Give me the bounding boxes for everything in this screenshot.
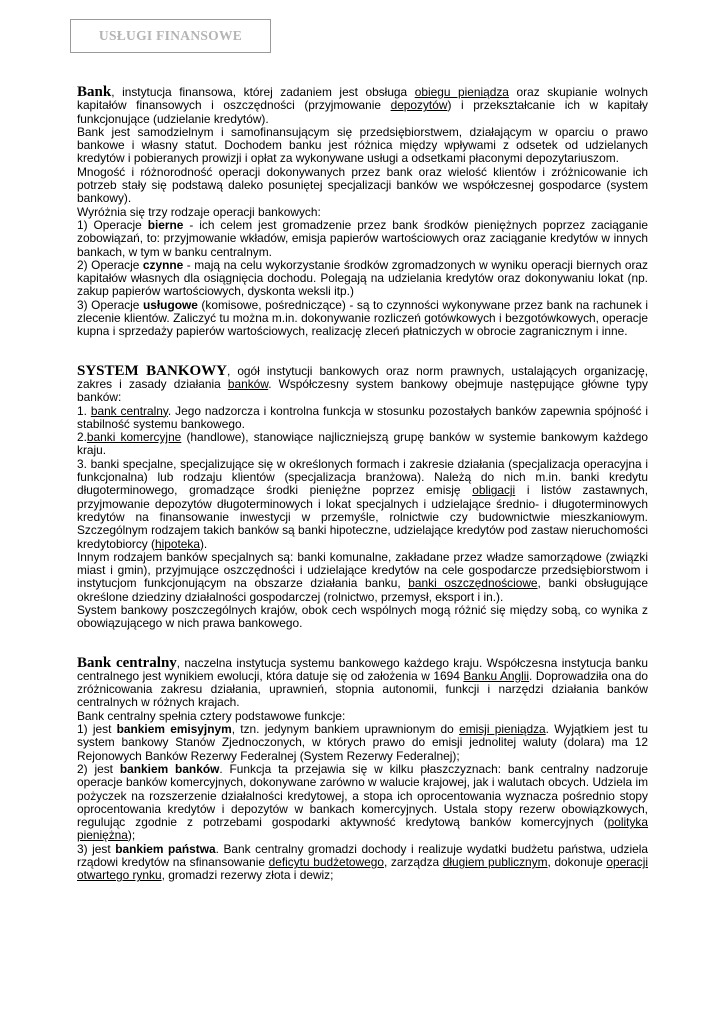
system-closing: System bankowy poszczególnych krajów, obok cech wspólnych mogą różnić się między sobą, co wynika z obowiązującego w nich prawa bankowego. — [77, 602, 648, 631]
link-hipoteka[interactable]: hipoteka — [154, 536, 200, 551]
central-definition: Bank centralny, naczelna instytucja systemu bankowego każdego kraju. Współczesna instytucja banku centralnego jest wynikiem ewolucji, która datuje się od założenia w 1694 Banku Anglii. Doprowadziła ona do zróżnicowania zakresu działania, uprawnień, stopnia autonomii, funkcji i narzędzi działania banków centralnych w różnych krajach. — [77, 654, 649, 710]
link-bank-anglii[interactable]: Banku Anglii — [463, 668, 530, 683]
link-obligacje[interactable]: obligacji — [472, 483, 516, 498]
central-functions-intro: Bank centralny spełnia cztery podstawowe funkcje: — [77, 708, 346, 723]
operation-passive: 1) Operacje bierne - ich celem jest gromadzenie przez bank środków pieniężnych poprzez zaciąganie zobowiązań, to: przyjmowanie wkładów, emisja papierów wartościowych oraz zaciąganie kredytów w innych bankach, w tym w banku centralnym. — [77, 217, 648, 259]
link-bank-centralny[interactable]: bank centralny — [90, 403, 168, 418]
operation-service: 3) Operacje usługowe (komisowe, pośredniczące) - są to czynności wykonywane przez bank na rachunek i zlecenie klientów. Zaliczyć tu można m.in. dokonywanie rozliczeń gotówkowych i bezgotówkowych, operacje kupna i sprzedaży papierów wartościowych, realizację zleceń płatniczych w obrocie zagranicznym i inne. — [77, 297, 648, 339]
system-other-banks: Innym rodzajem banków specjalnych są: banki komunalne, zakładane przez władze samorządowe (związki miast i gmin), przyjmujące oszczędności i udzielające kredytów na cele gospodarcze przedsiębiorstwom i instytucjom funkcjonującym na obszarze działania banku, banki oszczędnościowe, banki obsługujące określone dziedziny działalności gospodarczej (rolnictwo, przemysł, eksport i in.). — [77, 549, 648, 604]
link-deficyt-budzetowy[interactable]: deficytu budżetowego — [268, 855, 384, 870]
bank-paragraph-2: Bank jest samodzielnym i samofinansującym się przedsiębiorstwem, działającym w oparciu o prawo bankowe i własny statut. Dochodem banku jest różnica między wpływami z odsetek od udzielanych kredytów i pobieranych prowizji i opłat za wykonywane usługi a odsetkami płaconymi depozytariuszom. — [77, 124, 648, 166]
term-bank-centralny: Bank centralny — [77, 654, 177, 671]
link-banki-oszczednosciowe[interactable]: banki oszczędnościowe — [408, 576, 538, 591]
central-function-2: 2) jest bankiem banków. Funkcja ta przejawia się w kilku płaszczyznach: bank centralny nadzoruje operacje banków komercyjnych, dokonywane zarówno w walucie krajowej, jak i walutach obcych. Udziela im pożyczek na rozszerzenie działalności kredytowej, a stopa ich oprocentowania wyznacza pośrednio stopy oprocentowania kredytów i depozytów w bankach komercyjnych. Ustala stopy rezerw obowiązkowych, regulując zgodnie z potrzebami gospodarki aktywność kredytową banków komercyjnych (polityka pieniężna); — [77, 761, 648, 843]
term-bank: Bank — [77, 84, 112, 100]
bank-paragraph-3: Mnogość i różnorodność operacji dokonywanych przez bank oraz wielość klientów i zróżnicowanie ich potrzeb stały się podstawą daleko posuniętej specjalizacji banków we współczesnej gospodarce (system bankowy). — [77, 164, 648, 206]
section-header-box — [70, 19, 271, 53]
link-dlug-publiczny[interactable]: długiem publicznym — [442, 855, 548, 870]
system-definition: SYSTEM BANKOWY, ogół instytucji bankowych oraz norm prawnych, ustalających organizację, zakres i zasady działania banków. Współczesny system bankowy obejmuje następujące główne typy banków: — [77, 362, 648, 405]
central-function-1: 1) jest bankiem emisyjnym, tzn. jedynym bankiem uprawnionym do emisji pieniądza. Wyjątkiem jest tu system bankowy Stanów Zjednoczonych, w których prawo do emisji jednolitej waluty (dolara) ma 12 Rejonowych Banków Rezerwy Federalnej (System Rezerwy Federalnej); — [77, 722, 648, 763]
operation-active: 2) Operacje czynne - mają na celu wykorzystanie środków zgromadzonych w wyniku operacji biernych oraz kapitałów własnych dla osiągnięcia dochodu. Polegają na udzielania kredytów oraz dokonywaniu lokat (np. zakup papierów wartościowych, dyskonta weksli itp.) — [77, 257, 648, 299]
section-header-title: USŁUGI FINANSOWE — [98, 28, 243, 43]
link-operacje-otwartego-rynku[interactable]: operacji otwartego rynku — [77, 855, 648, 883]
system-item-3: 3. banki specjalne, specjalizujące się w określonych formach i zakresie działania (specjalizacja operacyjna i funkcjonalna) lub rodzaju klientów (specjalizacja branżowa). Należą do nich m.in. banki kredytu długoterminowego, gromadzące środki pieniężne poprzez emisję obligacji i listów zastawnych, przyjmowanie depozytów długoterminowych i lokat specjalnych i udzielające średnio- i długoterminowych kredytów na finansowanie inwestycji w przemyśle, rolnictwie czy budownictwie mieszkaniowym. Szczególnym rodzajem takich banków są banki hipoteczne, udzielające kredytów pod zastaw nieruchomości kredytobiorcy (hipoteka). — [77, 456, 648, 551]
document-body — [77, 86, 648, 883]
link-obieg-pieniadza[interactable]: obiegu pieniądza — [414, 85, 509, 99]
link-banki-komercyjne[interactable]: banki komercyjne — [86, 430, 182, 445]
link-emisja-pieniadza[interactable]: emisji pieniądza — [459, 722, 546, 737]
link-banki[interactable]: banków — [227, 376, 269, 391]
bank-paragraph-4: Wyróżnia się trzy rodzaje operacji bankowych: — [77, 204, 321, 219]
system-item-2: 2.banki komercyjne (handlowe), stanowiące najliczniejszą grupę banków w systemie bankowym każdego kraju. — [77, 430, 648, 458]
bank-definition: Bank, instytucja finansowa, której zadaniem jest obsługa obiegu pieniądza oraz skupianie wolnych kapitałów finansowych i oszczędności (przyjmowanie depozytów) i przekształcanie ich w kapitały funkcjonujące (udzielanie kredytów). — [77, 84, 648, 126]
link-depozyty[interactable]: depozytów — [390, 98, 448, 113]
central-function-3: 3) jest bankiem państwa. Bank centralny gromadzi dochody i realizuje wydatki budżetu państwa, udziela rządowi kredytów na sfinansowanie deficytu budżetowego, zarządza długiem publicznym, dokonuje operacji otwartego rynku, gromadzi rezerwy złota i dewiz; — [77, 841, 648, 883]
term-system-bankowy: SYSTEM BANKOWY — [77, 362, 227, 379]
system-item-1: 1. bank centralny. Jego nadzorcza i kontrolna funkcja w stosunku pozostałych banków zapewnia spójność i stabilność systemu bankowego. — [77, 403, 648, 431]
link-polityka-pieniezna[interactable]: polityka pieniężna — [77, 815, 648, 843]
